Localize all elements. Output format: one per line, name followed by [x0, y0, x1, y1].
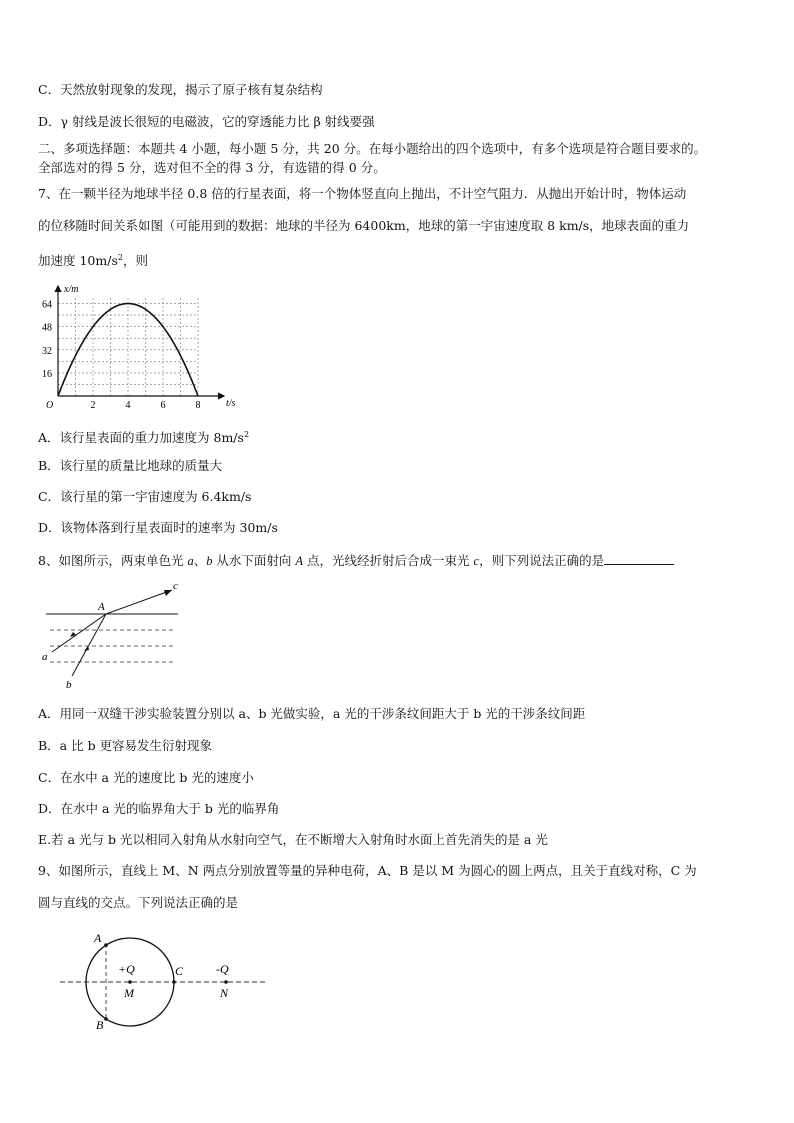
q8-stem-b: b	[206, 554, 213, 568]
q8-stem-p3: 从水下面射向	[212, 553, 296, 568]
q9-charges-diagram	[54, 928, 284, 1038]
q7-graph-origin: O	[46, 400, 54, 411]
q8-stem-p2: 、	[193, 553, 207, 568]
q8-option-a: A．用同一双缝干涉实验装置分别以 a、b 光做实验，a 光的干涉条纹间距大于 b 光的干涉条纹间距	[38, 706, 586, 721]
q7-graph-grid	[58, 298, 198, 396]
q9-stem-line2: 圆与直线的交点。下列说法正确的是	[38, 895, 239, 910]
q8-stem-a: a	[187, 554, 194, 568]
option-c-prev: C．天然放射现象的发现，揭示了原子核有复杂结构	[38, 82, 323, 97]
q7-xt-graph	[28, 282, 268, 412]
q8-label-b: b	[66, 679, 72, 690]
q9-label-plus-q: +Q	[118, 962, 135, 976]
q7-option-c: C．该行星的第一宇宙速度为 6.4km/s	[38, 489, 252, 504]
q7-stem-line3	[38, 250, 148, 269]
option-d-prev: D．γ 射线是波长很短的电磁波，它的穿透能力比 β 射线要强	[38, 114, 375, 129]
q8-option-e: E.若 a 光与 b 光以相同入射角从水射向空气，在不断增大入射角时水面上首先消失的是 a 光	[38, 832, 548, 847]
q8-stem	[38, 552, 674, 569]
q7-graph-y-tick-64: 64	[42, 299, 52, 311]
q7-stem-line3-sup: 2	[117, 253, 123, 262]
q7-graph-y-tick-16: 16	[42, 368, 52, 380]
q8-stem-p5: ，则下列说法正确的是	[479, 553, 605, 568]
q8-label-A: A	[98, 601, 105, 613]
q7-graph-x-tick-6: 6	[160, 400, 166, 411]
q8-label-c: c	[173, 580, 178, 592]
q8-stem-p4: 点，光线经折射后合成一束光	[303, 553, 474, 568]
q8-label-a: a	[42, 651, 48, 663]
q8-option-c: C．在水中 a 光的速度比 b 光的速度小	[38, 770, 254, 785]
q9-label-A: A	[94, 931, 102, 945]
q7-graph-x-tick-2: 2	[90, 400, 96, 411]
q8-refraction-diagram	[36, 580, 186, 690]
q7-graph-x-tick-4: 4	[125, 400, 131, 411]
q8-ray-c	[106, 590, 172, 614]
q9-point-A	[104, 943, 108, 947]
q7-option-a	[38, 427, 249, 446]
section-two-heading-line2: 全部选对的得 5 分，选对但不全的得 3 分，有选错的得 0 分。	[38, 160, 386, 175]
q8-answer-blank[interactable]	[604, 552, 674, 565]
q9-point-M	[128, 980, 132, 984]
q8-stem-p1: 8、如图所示，两束单色光	[38, 553, 188, 568]
q7-option-a-sup: 2	[243, 430, 250, 439]
q9-label-B: B	[96, 1018, 104, 1032]
q7-option-d: D．该物体落到行星表面时的速率为 30m/s	[38, 520, 278, 535]
q8-stem-c: c	[473, 554, 480, 568]
q9-point-N	[224, 980, 228, 984]
q7-stem-line2: 的位移随时间关系如图（可能用到的数据：地球的半径为 6400km，地球的第一宇宙速度取 8 km/s，地球表面的重力	[38, 218, 690, 233]
q7-stem-line3-text: 加速度 10m/s	[38, 253, 118, 269]
q7-graph-y-label: x/m	[64, 284, 79, 295]
q7-option-a-text: A．该行星表面的重力加速度为 8m/s	[38, 430, 244, 446]
section-two-heading-line1: 二、多项选择题：本题共 4 小题，每小题 5 分，共 20 分。在每小题给出的四个选项中，有多个选项是符合题目要求的。	[38, 141, 707, 156]
q7-stem-line3-tail: ，则	[122, 253, 148, 269]
q7-graph-y-tick-48: 48	[42, 322, 52, 334]
q9-point-C	[172, 980, 176, 984]
q8-ray-b	[72, 614, 106, 676]
q9-point-B	[104, 1017, 108, 1021]
q8-ray-c-arrow	[164, 590, 172, 596]
q7-graph-y-tick-32: 32	[42, 345, 52, 357]
q8-stem-A: A	[295, 554, 304, 568]
q9-label-N: N	[220, 986, 229, 1000]
q7-option-b: B．该行星的质量比地球的质量大	[38, 458, 223, 473]
q8-option-d: D．在水中 a 光的临界角大于 b 光的临界角	[38, 801, 280, 816]
q9-label-minus-q: -Q	[216, 962, 229, 976]
q8-option-b: B．a 比 b 更容易发生衍射现象	[38, 738, 213, 753]
q9-label-M: M	[124, 986, 134, 1000]
q9-label-C: C	[175, 964, 184, 978]
q7-graph-x-label: t/s	[226, 398, 236, 409]
q7-graph-x-tick-8: 8	[195, 400, 201, 411]
q7-stem-line1: 7、在一颗半径为地球半径 0.8 倍的行星表面，将一个物体竖直向上抛出，不计空气阻力．从抛出开始计时，物体运动	[38, 186, 687, 201]
q9-stem-line1: 9、如图所示，直线上 M、N 两点分别放置等量的异种电荷，A、B 是以 M 为圆心的圆上两点，且关于直线对称，C 为	[38, 863, 697, 878]
